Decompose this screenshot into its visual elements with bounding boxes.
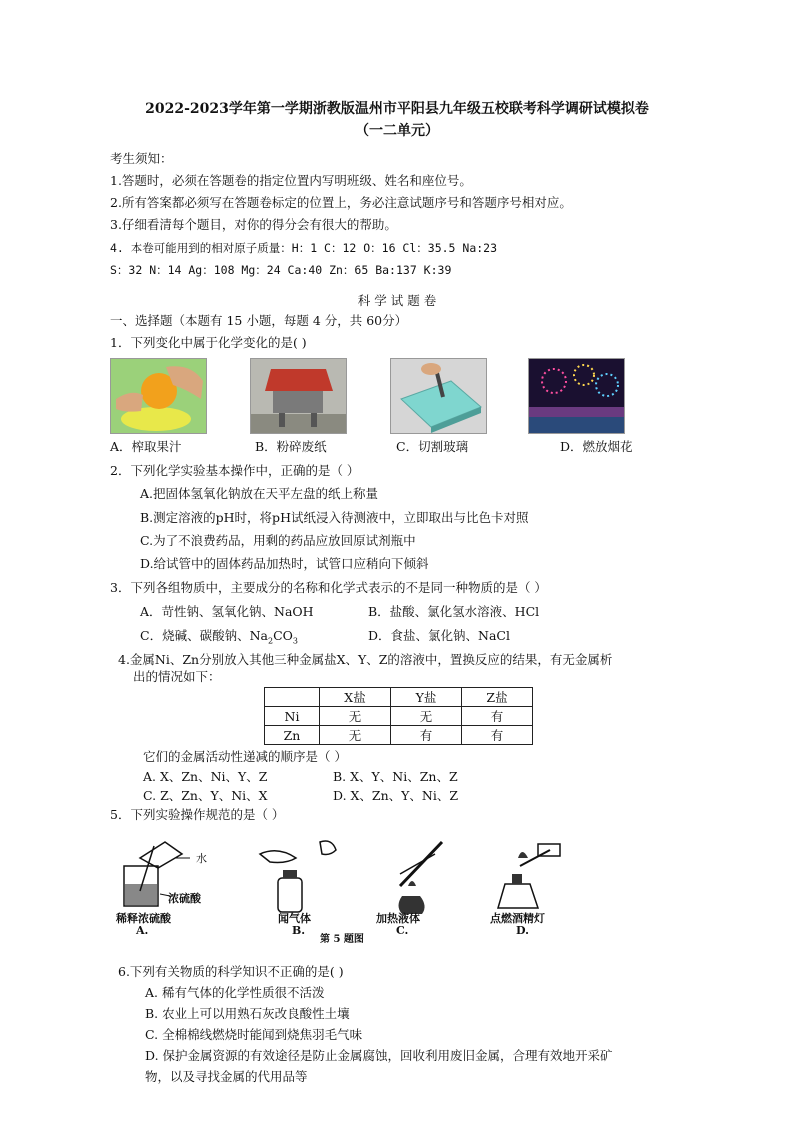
notice-item-2: 2.所有答案都必须写在答题卷标定的位置上，务必注意试题序号和答题序号相对应。 [110, 195, 572, 210]
notice-item-1: 1.答题时，必须在答题卷的指定位置内写明班级、姓名和座位号。 [110, 173, 472, 188]
q3-option-d: D．食盐、氯化钠、NaCl [368, 628, 510, 643]
q2-stem: 2．下列化学实验基本操作中，正确的是（ ） [110, 463, 360, 478]
metal-salt-table [264, 687, 533, 745]
fireworks-photo [528, 358, 625, 434]
q1-option-b: B．粉碎废纸 [255, 439, 327, 454]
caption-b: 闻气体 [278, 912, 311, 925]
atomic-mass-line1: 4. 本卷可能用到的相对原子质量：H：1 C：12 O：16 Cl：35.5 Na:23 [110, 241, 498, 255]
paper-shredder-photo [250, 358, 347, 434]
shredder-illustration [251, 359, 346, 433]
q2-option-b: B.测定溶液的pH时，将pH试纸浸入待测液中，立即取出与比色卡对照 [140, 510, 529, 525]
table-row [265, 726, 533, 745]
q5-stem: 5．下列实验操作规范的是（ ） [110, 807, 285, 822]
caption-a: 稀释浓硫酸 [116, 912, 171, 925]
table-cell: 无 [320, 707, 391, 726]
glass-cutting-photo [390, 358, 487, 434]
q4-option-d: D. X、Zn、Y、Ni、Z [333, 788, 459, 803]
q4-option-b: B. X、Y、Ni、Zn、Z [333, 769, 458, 784]
caption-d-letter: D. [516, 924, 529, 937]
caption-c: 加热液体 [376, 912, 420, 925]
q6-stem: 6.下列有关物质的科学知识不正确的是( ) [118, 964, 344, 979]
table-row [265, 707, 533, 726]
juicer-illustration [111, 359, 206, 433]
table-header-cell: Z盐 [462, 688, 533, 707]
q2-option-a: A.把固体氢氧化钠放在天平左盘的纸上称量 [140, 486, 379, 501]
label-conc-acid: 浓硫酸 [168, 892, 201, 905]
q3-option-c-sub1: 2 [267, 636, 274, 646]
q3-option-a: A．苛性钠、氢氧化钠、NaOH [140, 604, 314, 619]
juicer-photo [110, 358, 207, 434]
q3-option-c-mid: CO [273, 628, 293, 643]
q6-option-b: B. 农业上可以用熟石灰改良酸性土壤 [145, 1006, 350, 1021]
q3-option-c [140, 627, 298, 651]
fireworks-illustration [529, 359, 624, 433]
q3-option-c-sub2: 3 [292, 636, 298, 646]
q4-stem-line2: 出的情况如下： [133, 669, 221, 684]
table-header-row [265, 688, 533, 707]
figure-caption: 第 5 题图 [320, 934, 364, 945]
q1-option-a: A．榨取果汁 [110, 439, 182, 454]
caption-b-letter: B. [292, 924, 306, 937]
table-header-cell: Y盐 [391, 688, 462, 707]
table-header-cell: X盐 [320, 688, 391, 707]
table-cell: 无 [391, 707, 462, 726]
q4-option-c: C. Z、Zn、Y、Ni、X [143, 788, 268, 803]
q6-option-c: C. 全棉棉线燃烧时能闻到烧焦羽毛气味 [145, 1027, 363, 1042]
q6-option-a: A. 稀有气体的化学性质很不活泼 [145, 985, 325, 1000]
table-header-cell [265, 688, 320, 707]
notice-item-3: 3.仔细看清每个题目，对你的得分会有很大的帮助。 [110, 217, 397, 232]
q1-stem: 1．下列变化中属于化学变化的是( ) [110, 335, 307, 350]
q1-option-d: D．燃放烟花 [560, 439, 633, 454]
exam-title-line2: （一二单元） [355, 123, 439, 139]
q4-question: 它们的金属活动性递减的顺序是（ ） [143, 749, 347, 764]
label-water: 水 [196, 852, 207, 865]
table-cell: Ni [265, 707, 320, 726]
caption-c-letter: C. [396, 924, 409, 937]
q1-option-c: C．切割玻璃 [396, 439, 469, 454]
paper-title: 科 学 试 题 卷 [357, 293, 437, 308]
caption-a-letter: A. [136, 924, 149, 937]
q3-option-b: B．盐酸、氯化氢水溶液、HCl [368, 604, 540, 619]
notice-heading: 考生须知： [110, 151, 173, 166]
q3-stem: 3．下列各组物质中，主要成分的名称和化学式表示的不是同一种物质的是（ ） [110, 580, 547, 595]
q4-stem-line1: 4.金属Ni、Zn分别放入其他三种金属盐X、Y、Z的溶液中，置换反应的结果，有无金属析 [118, 652, 613, 667]
q6-option-d-continued: 物，以及寻找金属的代用品等 [145, 1069, 308, 1084]
exam-title-line1: 2022-2023学年第一学期浙教版温州市平阳县九年级五校联考科学调研试模拟卷 [145, 101, 649, 117]
q6-option-d: D. 保护金属资源的有效途径是防止金属腐蚀，回收利用废旧金属，合理有效地开采矿 [145, 1048, 613, 1063]
q2-option-c: C.为了不浪费药品，用剩的药品应放回原试剂瓶中 [140, 533, 416, 548]
q5-figure [110, 836, 580, 946]
q3-option-c-text: C．烧碱、碳酸钠、Na [140, 628, 268, 643]
table-cell: 无 [320, 726, 391, 745]
glass-cutting-illustration [391, 359, 486, 433]
caption-d: 点燃酒精灯 [490, 912, 545, 925]
table-cell: Zn [265, 726, 320, 745]
q2-option-d: D.给试管中的固体药品加热时，试管口应稍向下倾斜 [140, 556, 429, 571]
section-1-heading: 一、选择题（本题有 15 小题，每题 4 分，共 60分） [110, 313, 408, 328]
q4-option-a: A. X、Zn、Ni、Y、Z [143, 769, 268, 784]
table-cell: 有 [462, 726, 533, 745]
table-cell: 有 [462, 707, 533, 726]
atomic-mass-line2: S：32 N：14 Ag：108 Mg：24 Ca:40 Zn：65 Ba:137 K:39 [110, 263, 452, 277]
table-cell: 有 [391, 726, 462, 745]
